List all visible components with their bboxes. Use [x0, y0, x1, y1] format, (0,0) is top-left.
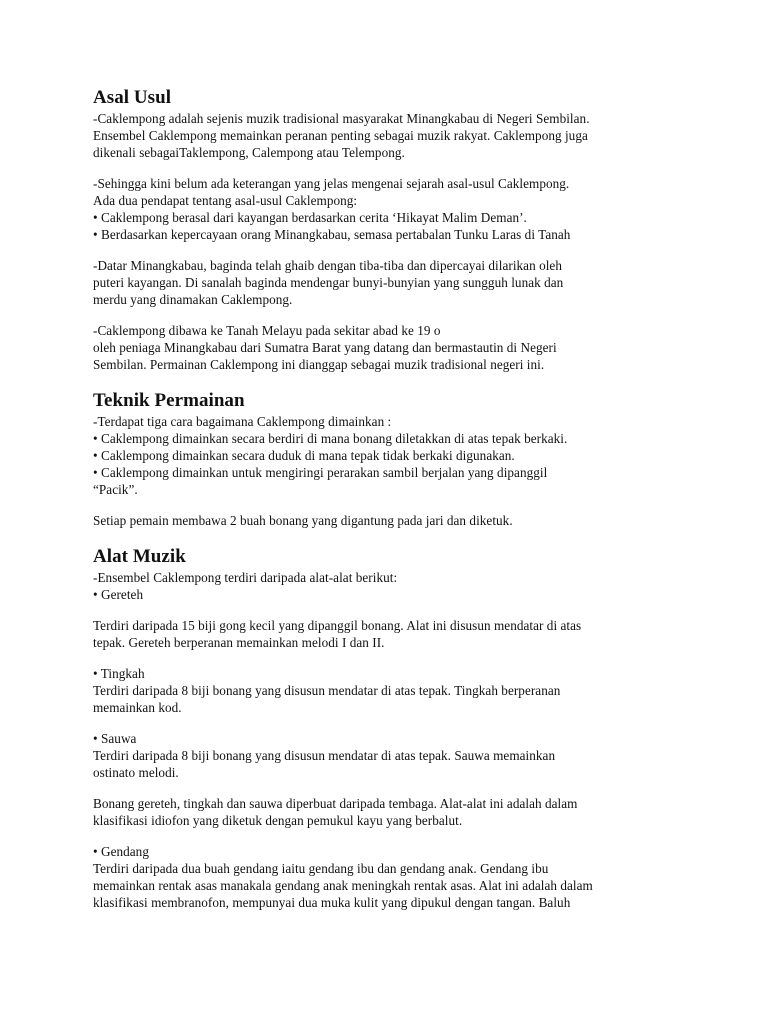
section-alat-muzik [93, 569, 683, 911]
section-spacer [93, 373, 683, 389]
paragraph-break [93, 243, 683, 257]
text-line: Terdiri daripada 8 biji bonang yang disusun mendatar di atas tepak. Tingkah berperanan [93, 683, 561, 698]
paragraph-break [93, 603, 683, 617]
bullet-line: • Caklempong dimainkan secara berdiri di mana bonang diletakkan di atas tepak berkaki. [93, 431, 568, 446]
text-line: oleh peniaga Minangkabau dari Sumatra Barat yang datang dan bermastautin di Negeri [93, 340, 557, 355]
section-heading-teknik-permainan: Teknik Permainan [93, 390, 245, 411]
section-heading-asal-usul: Asal Usul [93, 87, 172, 108]
text-line: -Sehingga kini belum ada keterangan yang jelas mengenai sejarah asal-usul Caklempong. [93, 176, 570, 191]
text-line: Terdiri daripada 8 biji bonang yang disusun mendatar di atas tepak. Sauwa memainkan [93, 748, 556, 763]
text-line: Bonang gereteh, tingkah dan sauwa diperbuat daripada tembaga. Alat-alat ini adalah dalam [93, 796, 578, 811]
bullet-line: • Berdasarkan kepercayaan orang Minangkabau, semasa pertabalan Tunku Laras di Tanah [93, 227, 571, 242]
paragraph-break [93, 498, 683, 512]
section-heading-alat-muzik: Alat Muzik [93, 546, 186, 567]
text-line: -Terdapat tiga cara bagaimana Caklempong dimainkan : [93, 414, 392, 429]
paragraph-break [93, 161, 683, 175]
text-line: klasifikasi membranofon, mempunyai dua muka kulit yang dipukul dengan tangan. Baluh [93, 895, 571, 910]
text-line: tepak. Gereteh berperanan memainkan melodi I dan II. [93, 635, 385, 650]
paragraph-break [93, 651, 683, 665]
text-line: Ensembel Caklempong memainkan peranan penting sebagai muzik rakyat. Caklempong juga [93, 128, 588, 143]
text-line: -Ensembel Caklempong terdiri daripada alat-alat berikut: [93, 570, 398, 585]
paragraph-break [93, 716, 683, 730]
bullet-line: • Caklempong dimainkan untuk mengiringi perarakan sambil berjalan yang dipanggil [93, 465, 548, 480]
text-line: memainkan kod. [93, 700, 182, 715]
text-line: ostinato melodi. [93, 765, 179, 780]
paragraph-break [93, 308, 683, 322]
paragraph-break [93, 829, 683, 843]
text-line: -Caklempong dibawa ke Tanah Melayu pada sekitar abad ke 19 o [93, 323, 441, 338]
text-line: puteri kayangan. Di sanalah baginda mendengar bunyi-bunyian yang sungguh lunak dan [93, 275, 564, 290]
text-line: memainkan rentak asas manakala gendang anak meningkah rentak asas. Alat ini adalah dalam [93, 878, 593, 893]
bullet-line: • Gendang [93, 844, 149, 859]
text-line: Sembilan. Permainan Caklempong ini dianggap sebagai muzik tradisional negeri ini. [93, 357, 545, 372]
text-line: “Pacik”. [93, 482, 138, 497]
text-line: -Caklempong adalah sejenis muzik tradisional masyarakat Minangkabau di Negeri Sembilan. [93, 111, 590, 126]
document-body [93, 86, 683, 911]
bullet-line: • Gereteh [93, 587, 144, 602]
text-line: Terdiri daripada dua buah gendang iaitu gendang ibu dan gendang anak. Gendang ibu [93, 861, 549, 876]
section-spacer [93, 529, 683, 545]
text-line: -Datar Minangkabau, baginda telah ghaib dengan tiba-tiba dan dipercayai dilarikan oleh [93, 258, 562, 273]
section-asal-usul [93, 110, 683, 373]
text-line: dikenali sebagaiTaklempong, Calempong atau Telempong. [93, 145, 405, 160]
section-teknik-permainan [93, 413, 683, 529]
text-line: merdu yang dinamakan Caklempong. [93, 292, 293, 307]
text-line: Terdiri daripada 15 biji gong kecil yang dipanggil bonang. Alat ini disusun mendatar di atas [93, 618, 582, 633]
text-line: klasifikasi idiofon yang diketuk dengan pemukul kayu yang berbalut. [93, 813, 463, 828]
paragraph-break [93, 781, 683, 795]
bullet-line: • Caklempong berasal dari kayangan berdasarkan cerita ‘Hikayat Malim Deman’. [93, 210, 527, 225]
text-line: Ada dua pendapat tentang asal-usul Caklempong: [93, 193, 358, 208]
bullet-line: • Sauwa [93, 731, 137, 746]
bullet-line: • Caklempong dimainkan secara duduk di mana tepak tidak berkaki digunakan. [93, 448, 515, 463]
text-line: Setiap pemain membawa 2 buah bonang yang digantung pada jari dan diketuk. [93, 513, 513, 528]
bullet-line: • Tingkah [93, 666, 145, 681]
